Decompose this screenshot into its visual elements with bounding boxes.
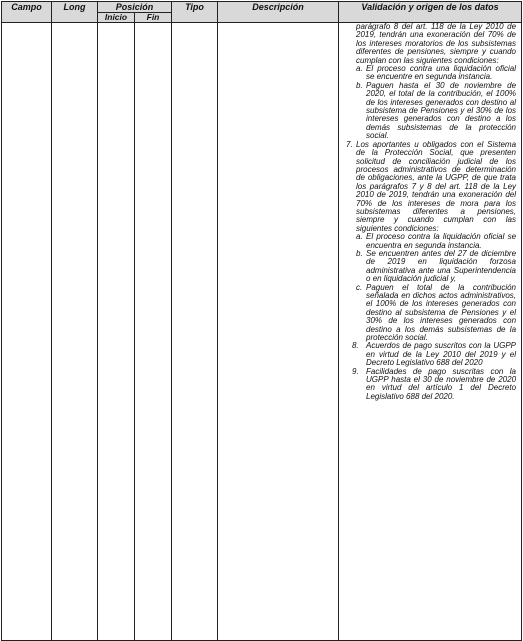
list-item-label: c. bbox=[356, 282, 363, 292]
list-item bbox=[356, 65, 516, 82]
cell-long bbox=[52, 23, 98, 641]
cell-fin bbox=[135, 23, 172, 641]
list-item bbox=[356, 82, 516, 141]
list-item-8 bbox=[346, 342, 516, 367]
list-item-label: a. bbox=[356, 232, 363, 242]
header-descripcion: Descripción bbox=[218, 2, 339, 23]
list-item-text: El proceso contra una liquidación oficial se encuentre en segunda instancia. bbox=[366, 64, 517, 82]
list-item-text: Facilidades de pago suscritas con la UGPP hasta el 30 de noviembre de 2020 en virtud del artículo 1 del Decreto Legislativo 688 del 2020. bbox=[366, 366, 517, 401]
cell-campo bbox=[2, 23, 52, 641]
header-posicion: Posición bbox=[98, 2, 172, 13]
list-item-text: Paguen el total de la contribución señalada en dichos actos administrativos, el 100% de los intereses generados con destino al subsistema de Pensiones y el 30% de los intereses generados con destino a los demás subsistemas de la protección social. bbox=[366, 282, 517, 343]
list-item-label: b. bbox=[356, 80, 363, 90]
list-item-7 bbox=[346, 141, 516, 343]
list-item-text: Los aportantes u obligados con el Sistema de la Protección Social, que presenten solicitud de conciliación judicial de los procesos administrativos de determinación de obligaciones, ante la UGPP, de que trata los parágrafos 7 y 8 del art. 118 de la Ley 2010 de 2019, tendrán una exoneración del 70% de los intereses de mora para los subsistemas diferentes a pensiones, siempre y cuando cumplan con las siguientes condiciones: bbox=[356, 139, 517, 233]
list-item-text: Se encuentren antes del 27 de diciembre de 2019 en liquidación forzosa administrativa ante una Superintendencia o en liquidación judicial y, bbox=[366, 248, 517, 284]
list-item-text: Acuerdos de pago suscritos con la UGPP en virtud de la Ley 2010 del 2019 y el Decreto Legislativo 688 del 2020 bbox=[366, 341, 517, 368]
list-item bbox=[356, 233, 516, 250]
header-tipo: Tipo bbox=[172, 2, 218, 23]
list-item-label: 7. bbox=[346, 139, 353, 149]
list-item-label: 9. bbox=[352, 366, 359, 376]
table-row bbox=[2, 23, 522, 641]
header-fin: Fin bbox=[135, 13, 172, 23]
list-item bbox=[356, 250, 516, 284]
header-validacion: Validación y origen de los datos bbox=[339, 2, 522, 23]
validation-intro: parágrafo 8 del art. 118 de la Ley 2010 de 2019, tendrán una exoneración del 70% de los intereses moratorios de los subsistemas diferentes de pensiones, siempre y cuando cumplan con las siguientes condiciones: bbox=[356, 22, 517, 65]
cell-validacion bbox=[339, 23, 522, 641]
spec-table bbox=[1, 1, 522, 641]
header-long: Long bbox=[52, 2, 98, 23]
header-campo: Campo bbox=[2, 2, 52, 23]
list-item-text: El proceso contra la liquidación oficial se encuentra en segunda instancia. bbox=[366, 232, 517, 250]
header-inicio: Inicio bbox=[98, 13, 135, 23]
cell-tipo bbox=[172, 23, 218, 641]
list-item-label: 8. bbox=[352, 341, 359, 351]
list-item-label: a. bbox=[356, 64, 363, 74]
cell-inicio bbox=[98, 23, 135, 641]
list-item bbox=[356, 284, 516, 343]
list-item-label: b. bbox=[356, 248, 363, 258]
cell-descripcion bbox=[218, 23, 339, 641]
list-item-text: Paguen hasta el 30 de noviembre de 2020, el total de la contribución, el 100% de los intereses generados con destino al subsistema de Pensiones y el 30% de los intereses generados con destino a los demás subsistemas de la protección social. bbox=[366, 80, 517, 141]
list-item-9 bbox=[346, 368, 516, 402]
